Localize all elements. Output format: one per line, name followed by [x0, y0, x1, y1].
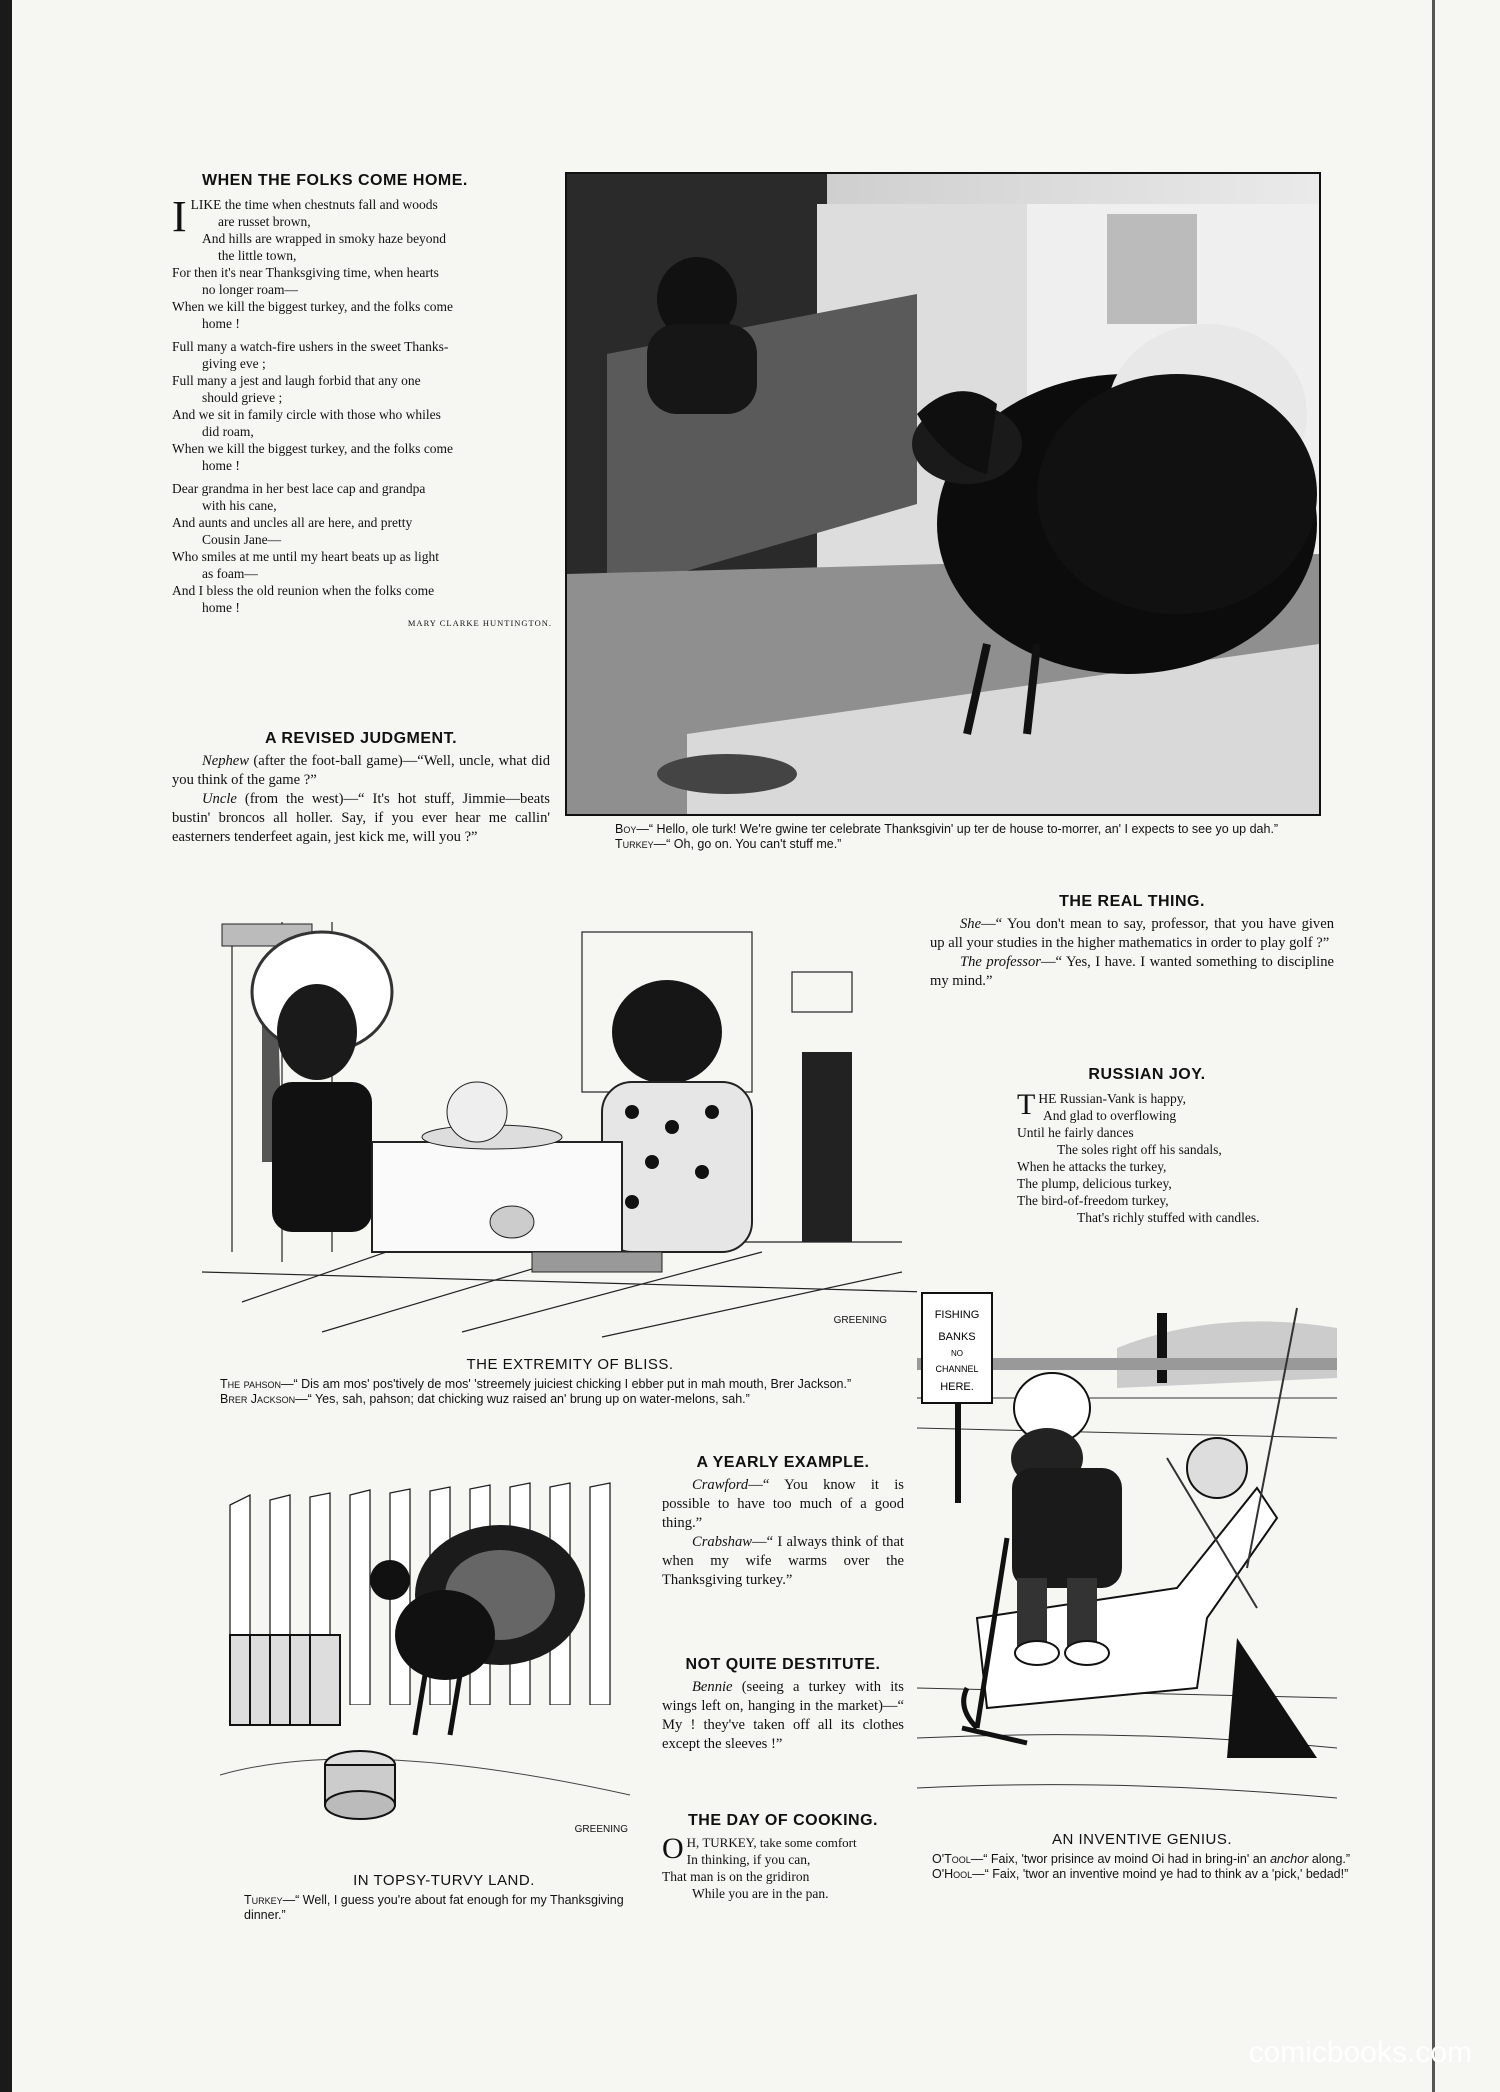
poem-line: H, TURKEY, take some comfort: [686, 1835, 857, 1850]
bliss-caption: [220, 1356, 920, 1407]
poem-line: are russet brown,: [218, 214, 311, 229]
poem-line: Dear grandma in her best lace cap and grandpa: [172, 481, 426, 496]
poem-line: For then it's near Thanksgiving time, when hearts: [172, 265, 439, 280]
caption-line: [615, 837, 1305, 852]
poem-line: And we sit in family circle with those who whiles: [172, 407, 441, 422]
dialogue: —“ Hello, ole turk! We're gwine ter celebrate Thanksgivin' up ter de house to-morrer, an' I expects to see yo up dah.”: [636, 822, 1279, 836]
article-title: A REVISED JUDGMENT.: [264, 730, 458, 747]
article-paragraph: [662, 1476, 904, 1533]
dialogue: —“ You know it is possible to have too much of a good thing.”: [662, 1477, 904, 1531]
dialogue: along.”: [1308, 1852, 1351, 1866]
emphasis: anchor: [1270, 1852, 1309, 1866]
article-title: NOT QUITE DESTITUTE.: [685, 1656, 881, 1673]
dialogue: —“ Yes, I have. I wanted something to discipline my mind.”: [930, 954, 1334, 989]
artist-signature: GREENING: [574, 1824, 628, 1835]
poem-line: did roam,: [202, 424, 254, 439]
sign-word: BANKS: [938, 1331, 976, 1343]
speaker: Bennie: [692, 1679, 733, 1695]
illustration-inventive-genius: [917, 1288, 1337, 1818]
speaker: The professor: [960, 954, 1041, 970]
dialogue: —“ You don't mean to say, professor, that you have given up all your studies in the higher mathematics in order to play golf ?”: [930, 916, 1334, 951]
dialogue: —“ Yes, sah, pahson; dat chicking wuz raised an' brung up on water-melons, sah.”: [295, 1392, 750, 1406]
article-paragraph: [662, 1678, 904, 1754]
poem-line: no longer roam—: [202, 282, 298, 297]
dialogue: —“ Well, I guess you're about fat enough for my Thanksgiving dinner.”: [244, 1893, 624, 1922]
speaker: Brer Jackson: [220, 1392, 296, 1406]
caption-title: THE EXTREMITY OF BLISS.: [466, 1356, 674, 1373]
dialogue: —“ Dis am mos' pos'tively de mos' 'streemely juiciest chicking I ebber put in mah mouth, Brer Jackson.”: [280, 1377, 852, 1391]
poem-line: Full many a watch-fire ushers in the sweet Thanks-: [172, 339, 449, 354]
speaker: Boy: [615, 822, 637, 836]
poem-line: home !: [202, 600, 240, 615]
poem-byline: MARY CLARKE HUNTINGTON.: [407, 618, 552, 628]
poem-day-of-cooking: [662, 1812, 904, 1902]
caption-line: [220, 1392, 920, 1407]
caption-title: AN INVENTIVE GENIUS.: [1051, 1831, 1233, 1848]
poem-line: That man is on the gridiron: [662, 1869, 810, 1884]
topsy-drawing-svg: [210, 1475, 640, 1855]
caption-line: [615, 822, 1305, 837]
poem-line: as foam—: [202, 566, 258, 581]
article-title: THE REAL THING.: [1059, 893, 1205, 910]
dialogue: —“ I always think of that when my wife warms over the Thanksgiving turkey.”: [662, 1534, 904, 1588]
speaker: O'Tool: [932, 1852, 971, 1866]
article-real-thing: [930, 893, 1334, 991]
genius-caption: [932, 1831, 1352, 1882]
article-title: A YEARLY EXAMPLE.: [696, 1454, 870, 1471]
dialogue: —“ Faix, 'twor an inventive moind ye had to think av a 'pick,' bedad!”: [972, 1867, 1349, 1881]
poem-line: HE Russian-Vank is happy,: [1038, 1091, 1186, 1106]
poem-line: That's richly stuffed with candles.: [1077, 1210, 1260, 1225]
turkey-painting-caption: [615, 822, 1305, 852]
poem-line: The bird-of-freedom turkey,: [1017, 1193, 1169, 1208]
poem-title: THE DAY OF COOKING.: [688, 1812, 878, 1829]
speaker: The pahson: [220, 1377, 281, 1391]
poem-line: home !: [202, 316, 240, 331]
poem-line: And I bless the old reunion when the folks come: [172, 583, 435, 598]
speaker: Crabshaw: [692, 1534, 753, 1550]
poem-line: Until he fairly dances: [1017, 1125, 1134, 1140]
poem-line: And aunts and uncles all are here, and pretty: [172, 515, 413, 530]
speaker: Crawford: [692, 1477, 749, 1493]
speaker: Uncle: [202, 791, 237, 807]
poem-line: And glad to overflowing: [1043, 1108, 1177, 1123]
drop-cap: T: [1017, 1088, 1036, 1121]
poem-line: While you are in the pan.: [692, 1886, 829, 1901]
scan-edge: [0, 0, 12, 2092]
poem-line: When he attacks the turkey,: [1017, 1159, 1167, 1174]
caption-title: IN TOPSY-TURVY LAND.: [353, 1872, 535, 1889]
poem-line: The plump, delicious turkey,: [1017, 1176, 1172, 1191]
speaker: Turkey: [615, 837, 654, 851]
illustration-topsy-turvy-land: [210, 1475, 640, 1855]
page-gutter: [1432, 0, 1435, 2092]
article-paragraph: [172, 752, 550, 790]
poem-line: The soles right off his sandals,: [1057, 1142, 1222, 1157]
poem-line: Full many a jest and laugh forbid that any one: [172, 373, 421, 388]
drop-cap: I: [172, 192, 187, 241]
poem-folks-come-home: [172, 172, 552, 628]
magazine-page: [12, 0, 1500, 2092]
poem-line: And hills are wrapped in smoky haze beyond: [202, 231, 447, 246]
article-paragraph: [662, 1533, 904, 1590]
poem-russian-joy: [1017, 1066, 1317, 1226]
article-paragraph: [930, 915, 1334, 953]
poem-line: giving eve ;: [202, 356, 266, 371]
poem-line: LIKE the time when chestnuts fall and woods: [190, 197, 438, 212]
poem-title: WHEN THE FOLKS COME HOME.: [202, 172, 468, 189]
caption-line: [932, 1852, 1352, 1867]
poem-line: In thinking, if you can,: [686, 1852, 811, 1867]
speaker: Turkey: [244, 1893, 283, 1907]
article-revised-judgment: [172, 730, 550, 847]
caption-line: [220, 1377, 920, 1392]
sign-word: HERE.: [940, 1381, 974, 1393]
genius-drawing-svg: [917, 1288, 1337, 1818]
illustration-extremity-of-bliss: [202, 912, 927, 1344]
poem-title: RUSSIAN JOY.: [1088, 1066, 1206, 1083]
caption-line: [244, 1893, 644, 1923]
poem-line: with his cane,: [202, 498, 277, 513]
article-not-quite-destitute: [662, 1656, 904, 1754]
artist-signature: GREENING: [833, 1315, 887, 1326]
poem-line: When we kill the biggest turkey, and the folks come: [172, 299, 454, 314]
bliss-drawing-svg: [202, 912, 927, 1344]
caption-line: [932, 1867, 1352, 1882]
speaker: She: [960, 916, 982, 932]
speaker: O'Hool: [932, 1867, 973, 1881]
dialogue: (after the foot-ball game)—“Well, uncle, what did you think of the game ?”: [172, 753, 550, 788]
poem-line: When we kill the biggest turkey, and the folks come: [172, 441, 454, 456]
illustration-boy-and-turkey: [565, 172, 1321, 816]
article-yearly-example: [662, 1454, 904, 1590]
dialogue: —“ Faix, 'twor prisince av moind Oi had in bring-in' an: [970, 1852, 1271, 1866]
article-paragraph: [172, 790, 550, 847]
poem-line: Who smiles at me until my heart beats up as light: [172, 549, 439, 564]
article-paragraph: [930, 953, 1334, 991]
turkey-painting-svg: [567, 174, 1319, 814]
site-watermark[interactable]: comicbooks.com: [1248, 2036, 1472, 2069]
sign-word: FISHING: [934, 1309, 980, 1321]
speaker: Nephew: [202, 753, 250, 769]
dialogue: —“ Oh, go on. You can't stuff me.”: [653, 837, 842, 851]
poem-line: the little town,: [218, 248, 297, 263]
dialogue: (seeing a turkey with its wings left on, hanging in the market)—“ My ! they've taken off all its clothes except the sleeves !”: [662, 1679, 904, 1752]
topsy-caption: [244, 1872, 644, 1923]
sign-word: CHANNEL: [935, 1364, 979, 1374]
poem-line: home !: [202, 458, 240, 473]
poem-line: Cousin Jane—: [202, 532, 282, 547]
dialogue: (from the west)—“ It's hot stuff, Jimmie—beats bustin' broncos all holler. Say, if you ever hear me callin' easterners tenderfeet again, jest kick me, will you ?”: [172, 791, 550, 845]
sign-word: NO: [951, 1349, 963, 1358]
drop-cap: O: [662, 1832, 684, 1865]
poem-line: should grieve ;: [202, 390, 283, 405]
